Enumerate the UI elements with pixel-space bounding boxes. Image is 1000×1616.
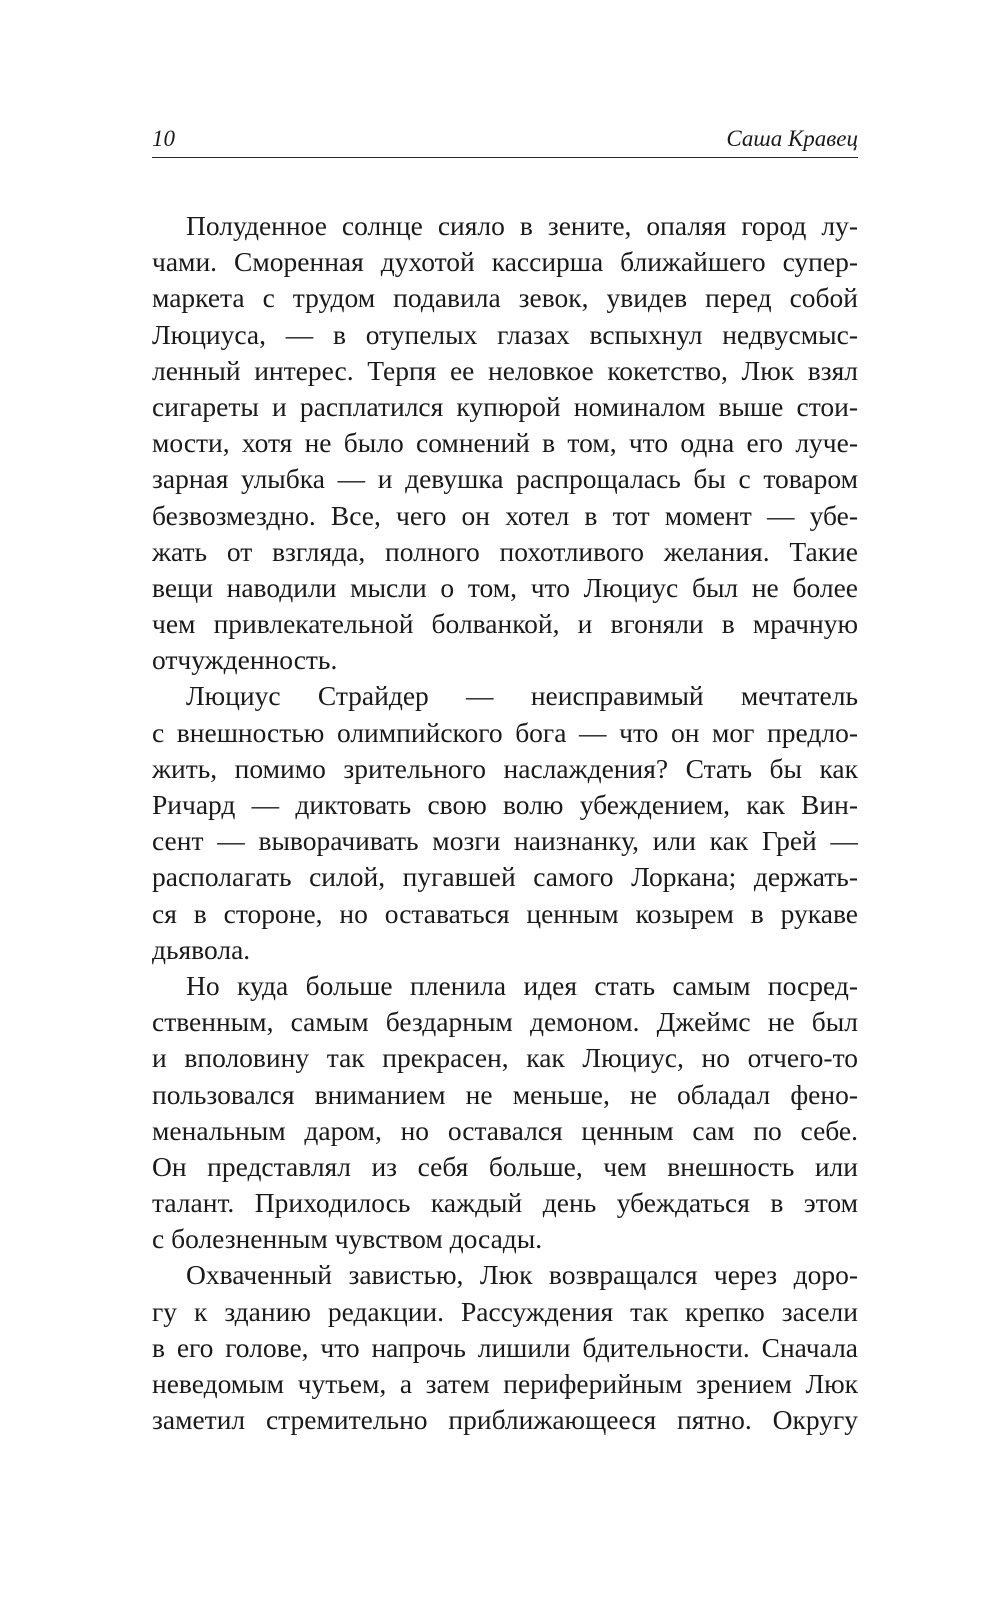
running-head [152,118,858,158]
text-line: Люциуса, — в отупелых глазах вспыхнул недвусмыс- [152,318,858,350]
text-line: в его голове, что напрочь лишили бдительности. Сначала [152,1331,858,1363]
text-line: Ричард — диктовать свою волю убеждением, как Вин- [152,789,858,820]
page-number: 10 [152,126,175,151]
text-line: безвозмездно. Все, чего он хотел в тот момент — убе- [152,499,858,531]
text-line: неведомым чутьем, а затем периферийным зрением Люк [152,1368,858,1399]
body-text [152,208,858,1438]
text-line: сигареты и расплатился купюрой номиналом выше стои- [152,390,858,422]
text-line: зарная улыбка — и девушка распрощалась бы с товаром [152,463,858,495]
text-line: жать от взгляда, полного похотливого желания. Такие [152,535,858,567]
text-line: располагать силой, пугавшей самого Лоркана; держать- [152,861,858,893]
text-line: гу к зданию редакции. Рассуждения так крепко засели [152,1295,858,1327]
text-line: маркета с трудом подавила зевок, увидев перед собой [152,282,858,314]
text-line: менальным даром, но оставался ценным сам по себе. [152,1114,858,1146]
text-line: заметил стремительно приближающееся пятно. Округу [152,1404,858,1436]
text-line: с внешностью олимпийского бога — что он мог предло- [152,716,858,748]
text-line: дьявола. [152,933,251,965]
paragraph [152,208,858,678]
text-line: ственным, самым бездарным демоном. Джеймс не был [152,1006,858,1038]
text-line: чем привлекательной болванкой, и вгоняли в мрачную [152,608,858,640]
text-line: Полуденное солнце сияло в зените, опаляя город лу- [186,210,858,241]
paragraph [152,1257,858,1438]
text-line: пользовался вниманием не меньше, не обладал фено- [152,1078,858,1110]
text-line: отчужденность. [152,644,338,676]
running-title: Саша Кравец [726,126,858,151]
text-line: ленный интерес. Терпя ее неловкое кокетство, Люк взял [152,354,858,386]
text-line: Люциус Страйдер — неисправимый мечтатель [186,680,858,712]
text-line: сент — выворачивать мозги наизнанку, или как Грей — [152,825,858,857]
text-line: Он представлял из себя больше, чем внешность или [152,1150,858,1182]
text-line: с болезненным чувством досады. [152,1223,543,1255]
text-line: талант. Приходилось каждый день убеждаться в этом [152,1187,858,1219]
text-line: жить, помимо зрительного наслаждения? Стать бы как [152,752,858,784]
text-line: Охваченный завистью, Люк возвращался через доро- [186,1259,858,1291]
text-line: Но куда больше пленила идея стать самым посред- [186,969,858,1001]
text-line: мости, хотя не было сомнений в том, что одна его луче- [152,427,858,459]
header-rule [152,157,858,158]
paragraph [152,678,858,968]
text-line: чами. Сморенная духотой кассирша ближайшего супер- [152,246,858,278]
paragraph [152,968,858,1258]
text-line: ся в стороне, но оставаться ценным козырем в рукаве [152,897,858,929]
text-line: и вполовину так прекрасен, как Люциус, но отчего-то [152,1042,858,1074]
text-line: вещи наводили мысли о том, что Люциус был не более [152,571,858,603]
